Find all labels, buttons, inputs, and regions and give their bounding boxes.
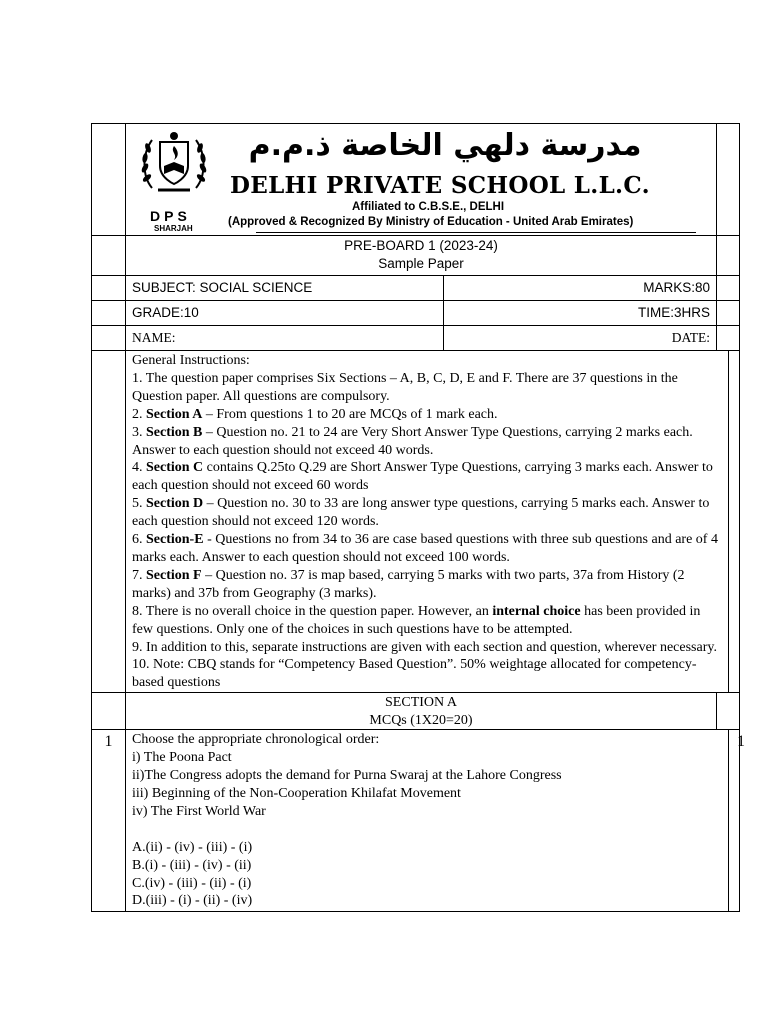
- marks-label: MARKS:80: [643, 280, 710, 295]
- section-a-row: [91, 692, 740, 729]
- time-label: TIME:3HRS: [637, 305, 710, 320]
- section-heading: [126, 693, 717, 729]
- instructions-heading: General Instructions:: [132, 353, 250, 368]
- school-name-arabic: مدرسة دلهي الخاصة ذ.م.م: [248, 128, 642, 163]
- exam-title: [126, 236, 717, 275]
- approval-text: (Approved & Recognized By Ministry of Education - United Arab Emirates): [228, 216, 634, 228]
- instructions-row: [91, 350, 740, 692]
- instruction-item: 3. Section B – Question no. 21 to 24 are Very Short Answer Type Questions, carrying 2 marks each. Answer to each question should not exceed 40 words.: [132, 424, 693, 458]
- name-field[interactable]: NAME:: [126, 326, 444, 350]
- instruction-item: 6. Section-E - Questions no from 34 to 36 are case based questions with three sub questions and are of 4 marks each. Answer to each question should not exceed 100 words.: [132, 532, 718, 565]
- affiliation-text: Affiliated to C.B.S.E., DELHI: [352, 201, 505, 213]
- answer-option: D.(iii) - (i) - (ii) - (iv): [132, 893, 253, 909]
- letterhead-divider: [256, 232, 696, 233]
- header-row: [91, 123, 740, 235]
- instruction-item: 9. In addition to this, separate instructions are given with each section and question, wherever necessary.: [132, 639, 717, 655]
- question-marks: 1: [737, 733, 745, 751]
- answer-option: B.(i) - (iii) - (iv) - (ii): [132, 857, 252, 873]
- instruction-item: 5. Section D – Question no. 30 to 33 are long answer type questions, carrying 5 marks each. Answer to each question should not exceed 120 words.: [132, 496, 710, 530]
- instruction-item: 10. Note: CBQ stands for “Competency Based Question”. 50% weightage allocated for competency-based questions: [132, 657, 697, 691]
- exam-name: PRE-BOARD 1 (2023-24): [344, 238, 498, 253]
- general-instructions: [126, 351, 729, 692]
- grade-row: [91, 300, 740, 325]
- paper-type: Sample Paper: [378, 256, 464, 271]
- question-number: 1: [92, 730, 126, 911]
- answer-option: A.(ii) - (iv) - (iii) - (i): [132, 839, 253, 855]
- question-prompt: Choose the appropriate chronological order:: [132, 732, 380, 748]
- logo-acronym: DPS: [150, 208, 191, 224]
- instruction-item: 8. There is no overall choice in the question paper. However, an internal choice has been provided in few questions. Only one of the choices in such questions have to be attempted.: [132, 603, 701, 637]
- question-body: [126, 730, 729, 911]
- instruction-item: 1. The question paper comprises Six Sections – A, B, C, D, E and F. There are 37 questions in the Question paper. All questions are compulsory.: [132, 370, 678, 404]
- section-title: SECTION A: [385, 695, 457, 711]
- instruction-item: 2. Section A – From questions 1 to 20 are MCQs of 1 mark each.: [132, 406, 498, 422]
- question-row: [91, 729, 745, 912]
- name-date-row: [91, 325, 740, 350]
- instruction-item: 7. Section F – Question no. 37 is map based, carrying 5 marks with two parts, 37a from History (2 marks) and 37b from Geography (3 marks).: [132, 567, 685, 601]
- question-paper: [91, 123, 745, 912]
- grade-label: GRADE:10: [126, 301, 444, 325]
- logo-location: SHARJAH: [154, 224, 193, 233]
- question-item: iv) The First World War: [132, 803, 266, 819]
- exam-title-row: [91, 235, 740, 275]
- school-crest-icon: [138, 128, 210, 196]
- school-name: DELHI PRIVATE SCHOOL L.L.C.: [230, 172, 650, 199]
- school-letterhead: [126, 124, 717, 235]
- section-marks: MCQs (1X20=20): [369, 712, 473, 728]
- subject-label: SUBJECT: SOCIAL SCIENCE: [126, 276, 444, 300]
- subject-row: [91, 275, 740, 300]
- date-field[interactable]: DATE:: [671, 330, 710, 345]
- question-item: iii) Beginning of the Non-Cooperation Khilafat Movement: [132, 785, 461, 801]
- question-item: ii)The Congress adopts the demand for Purna Swaraj at the Lahore Congress: [132, 768, 562, 784]
- question-item: i) The Poona Pact: [132, 750, 232, 766]
- answer-option: C.(iv) - (iii) - (ii) - (i): [132, 875, 252, 891]
- instruction-item: 4. Section C contains Q.25to Q.29 are Short Answer Type Questions, carrying 3 marks each. Answer to each question should not exceed 60 words: [132, 460, 713, 494]
